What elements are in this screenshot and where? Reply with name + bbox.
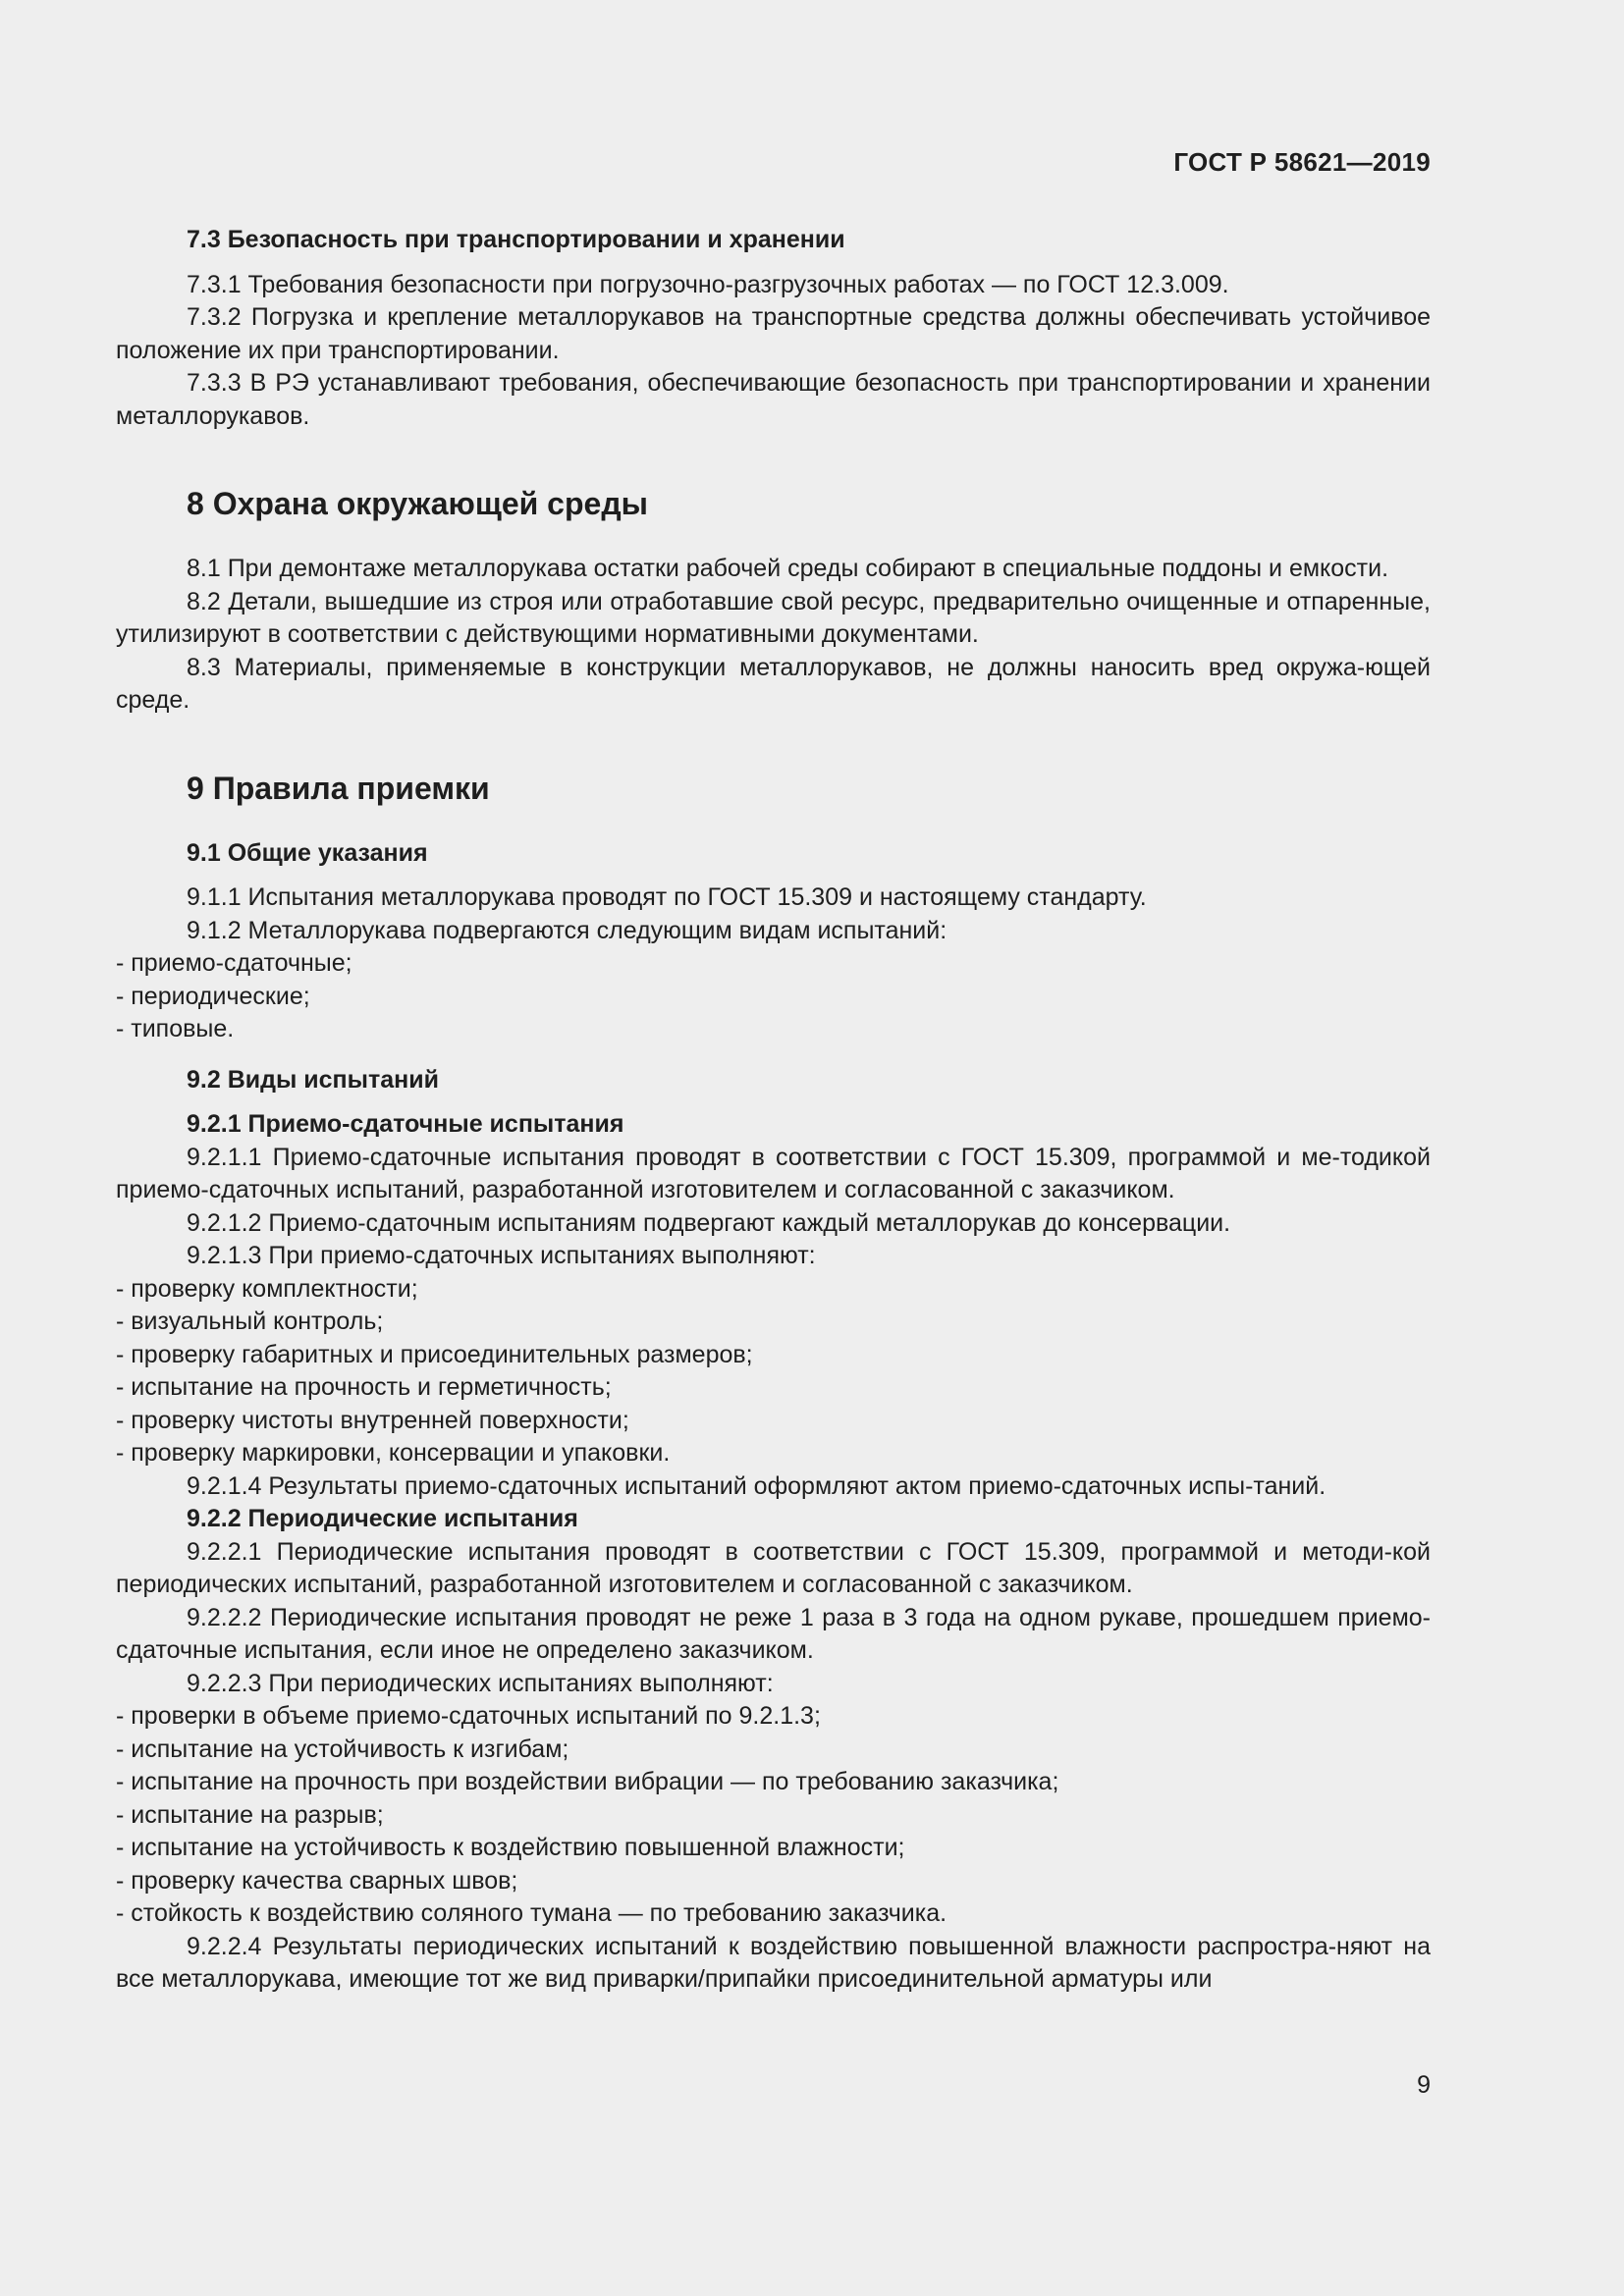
paragraph-8-3: 8.3 Материалы, применяемые в конструкции металлорукавов, не должны наносить вред окружа-ющей среде. <box>116 653 1431 714</box>
list-item: - проверки в объеме приемо-сдаточных испытаний по 9.2.1.3; <box>116 1702 821 1730</box>
subsection-title-9-1: 9.1 Общие указания <box>187 838 428 867</box>
list-item: - проверку габаритных и присоединительных размеров; <box>116 1340 753 1368</box>
list-item: - проверку комплектности; <box>116 1274 418 1303</box>
paragraph-9-1-1: 9.1.1 Испытания металлорукава проводят по ГОСТ 15.309 и настоящему стандарту. <box>187 883 1147 911</box>
subsection-title-9-2-2: 9.2.2 Периодические испытания <box>187 1505 578 1532</box>
list-item: - периодические; <box>116 982 310 1010</box>
paragraph-9-2-2-3: 9.2.2.3 При периодических испытаниях выполняют: <box>187 1669 774 1697</box>
list-item: - испытание на устойчивость к воздействию повышенной влажности; <box>116 1834 905 1861</box>
paragraph-7-3-3: 7.3.3 В РЭ устанавливают требования, обеспечивающие безопасность при транспортировании и хранении металлорукавов. <box>116 369 1431 430</box>
list-item: - испытание на устойчивость к изгибам; <box>116 1735 569 1763</box>
paragraph-7-3-2: 7.3.2 Погрузка и крепление металлорукавов на транспортные средства должны обеспечивать устойчивое положение их при транспортировании. <box>116 303 1431 364</box>
paragraph-9-2-1-2: 9.2.1.2 Приемо-сдаточным испытаниям подвергают каждый металлорукав до консервации. <box>187 1208 1231 1237</box>
list-item: - испытание на прочность и герметичность; <box>116 1373 612 1401</box>
list-item: - проверку маркировки, консервации и упаковки. <box>116 1439 671 1467</box>
document-header: ГОСТ Р 58621—2019 <box>1173 147 1431 177</box>
document-body <box>116 224 1431 1997</box>
subsection-title-9-2: 9.2 Виды испытаний <box>187 1065 439 1094</box>
paragraph-9-1-2: 9.1.2 Металлорукава подвергаются следующим видам испытаний: <box>187 916 947 944</box>
page-number: 9 <box>1417 2071 1431 2099</box>
paragraph-8-2: 8.2 Детали, вышедшие из строя или отработавшие свой ресурс, предварительно очищенные и отпаренные, утилизируют в соответствии с действующими нормативными документами. <box>116 587 1431 648</box>
paragraph-9-2-2-1: 9.2.2.1 Периодические испытания проводят в соответствии с ГОСТ 15.309, программой и методи-кой периодических испытаний, разработанной изготовителем и согласованной с заказчиком. <box>116 1537 1431 1598</box>
paragraph-9-2-1-1: 9.2.1.1 Приемо-сдаточные испытания проводят в соответствии с ГОСТ 15.309, программой и ме-тодикой приемо-сдаточных испытаний, разработанной изготовителем и согласованной с заказчиком. <box>116 1143 1431 1203</box>
list-item: - испытание на разрыв; <box>116 1800 384 1829</box>
section-title-8: 8 Охрана окружающей среды <box>187 486 648 521</box>
paragraph-8-1: 8.1 При демонтаже металлорукава остатки рабочей среды собирают в специальные поддоны и емкости. <box>187 555 1389 582</box>
paragraph-9-2-1-4: 9.2.1.4 Результаты приемо-сдаточных испытаний оформляют актом приемо-сдаточных испы-таний. <box>187 1471 1326 1500</box>
list-item: - стойкость к воздействию соляного тумана — по требованию заказчика. <box>116 1899 947 1927</box>
list-item: - проверку чистоты внутренней поверхности; <box>116 1406 629 1434</box>
paragraph-9-2-1-3: 9.2.1.3 При приемо-сдаточных испытаниях выполняют: <box>187 1242 816 1269</box>
paragraph-7-3-1: 7.3.1 Требования безопасности при погрузочно-разгрузочных работах — по ГОСТ 12.3.009. <box>187 270 1229 298</box>
list-item: - испытание на прочность при воздействии вибрации — по требованию заказчика; <box>116 1768 1059 1795</box>
section-title-9: 9 Правила приемки <box>187 770 490 806</box>
list-item: - приемо-сдаточные; <box>116 949 352 977</box>
list-item: - визуальный контроль; <box>116 1308 384 1335</box>
list-item: - типовые. <box>116 1015 235 1042</box>
paragraph-9-2-2-4: 9.2.2.4 Результаты периодических испытаний к воздействию повышенной влажности распростра-няют на все металлорукава, имеющие тот же вид приварки/припайки присоединительной арматуры или <box>116 1932 1431 1993</box>
subsection-title-9-2-1: 9.2.1 Приемо-сдаточные испытания <box>187 1110 624 1138</box>
paragraph-9-2-2-2: 9.2.2.2 Периодические испытания проводят не реже 1 раза в 3 года на одном рукаве, прошедшем приемо-сдаточные испытания, если иное не определено заказчиком. <box>116 1603 1431 1664</box>
document-page <box>116 0 1431 2296</box>
subsection-title-7-3: 7.3 Безопасность при транспортировании и хранении <box>187 226 845 253</box>
list-item: - проверку качества сварных швов; <box>116 1866 518 1895</box>
